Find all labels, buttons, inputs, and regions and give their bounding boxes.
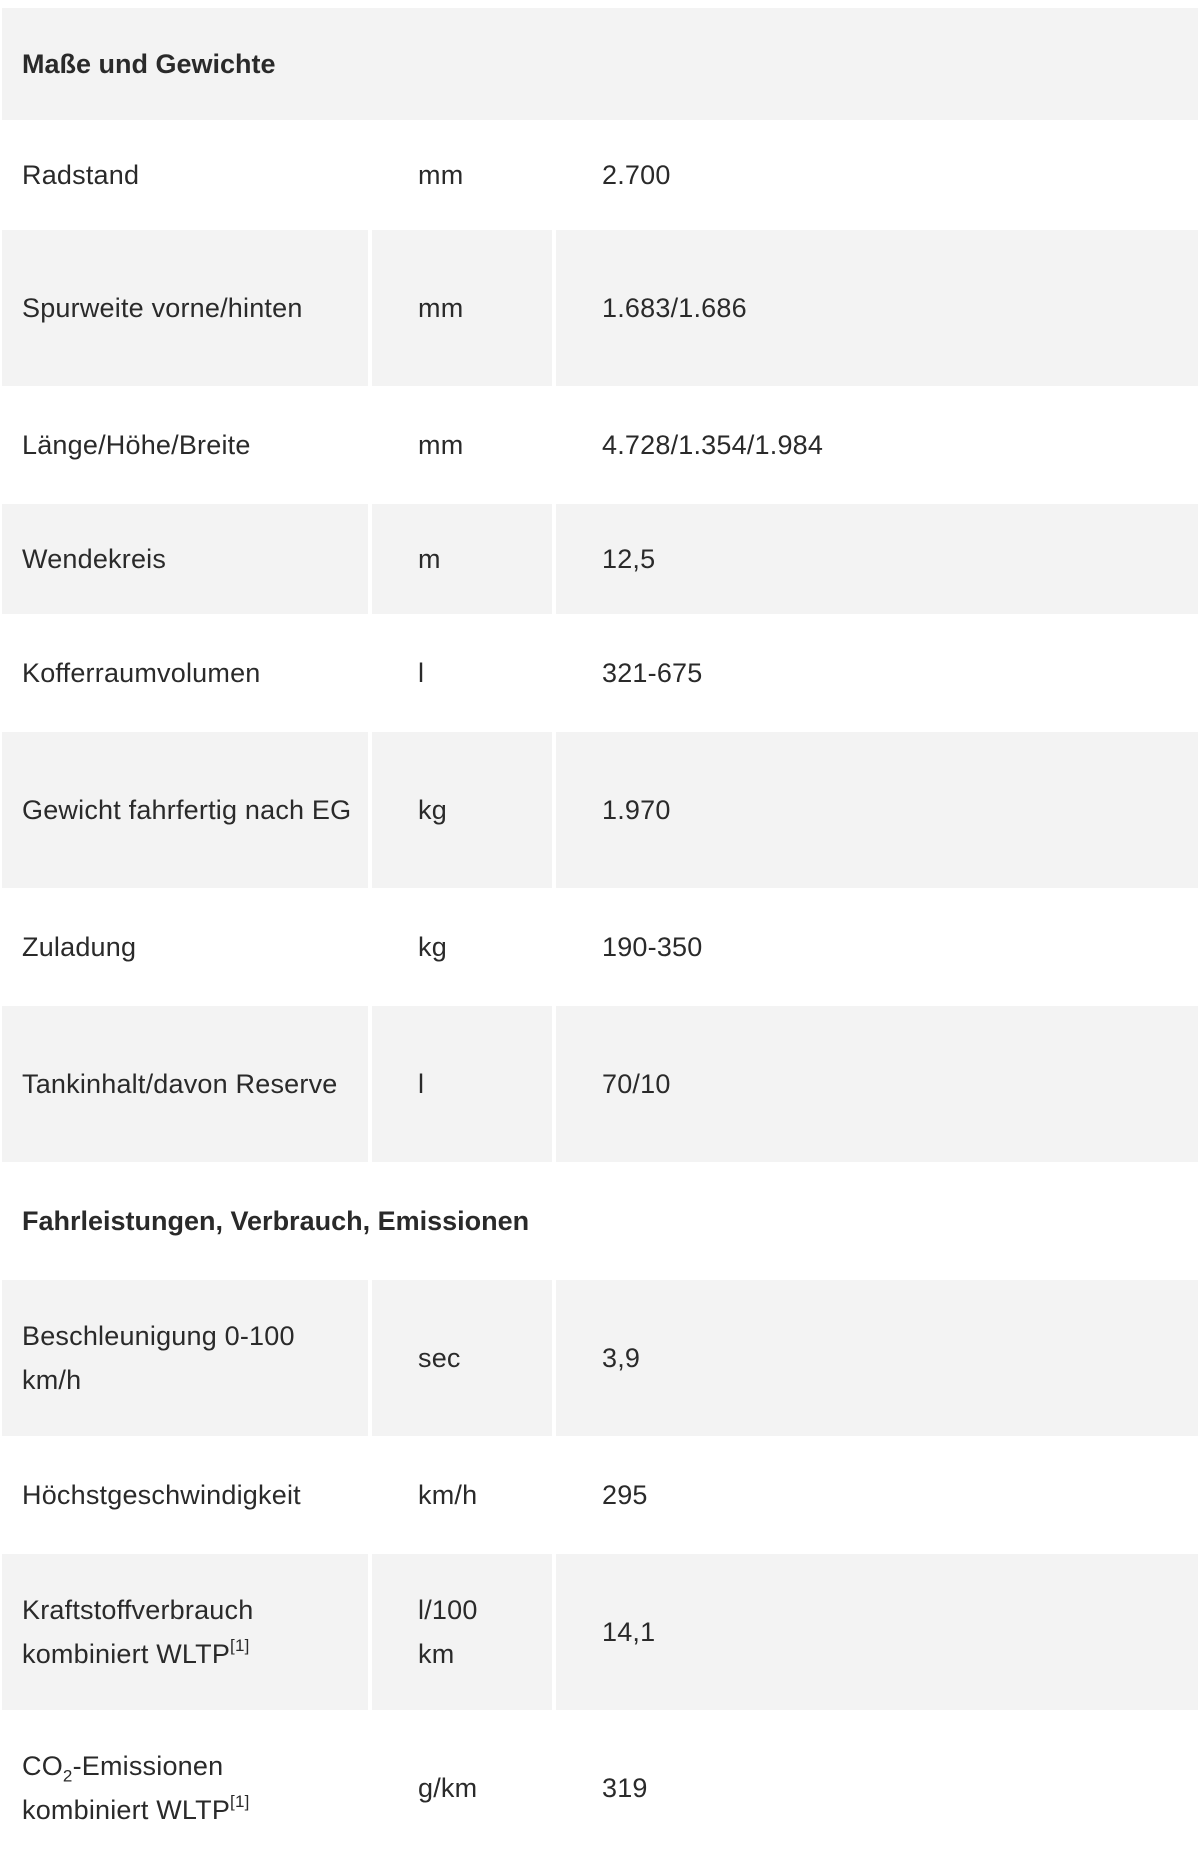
section-header-performance: [2, 1162, 1198, 1280]
row-label: Kofferraumvolumen: [2, 614, 368, 732]
table-row: [2, 1436, 1198, 1554]
row-label: Gewicht fahrfertig nach EG: [2, 732, 368, 888]
row-label: Höchstgeschwindigkeit: [2, 1436, 368, 1554]
row-label: Zuladung: [2, 888, 368, 1006]
table-row: [2, 504, 1198, 614]
row-label: Länge/Höhe/Breite: [2, 386, 368, 504]
table-row: [2, 888, 1198, 1006]
row-unit: kg: [372, 732, 552, 888]
row-unit: mm: [368, 386, 552, 504]
row-unit: g/km: [368, 1710, 552, 1866]
row-unit: sec: [372, 1280, 552, 1436]
row-unit-text: l/100 km: [418, 1595, 478, 1669]
table-row: [2, 120, 1198, 230]
row-value: 295: [552, 1436, 1198, 1554]
row-label: Spurweite vorne/hinten: [2, 230, 368, 386]
section-header-dimensions: [2, 8, 1198, 120]
row-label: [2, 1554, 368, 1710]
row-label-text: -Emissionen kombiniert WLTP: [22, 1751, 231, 1825]
row-value: 190-350: [552, 888, 1198, 1006]
row-value: 319: [552, 1710, 1198, 1866]
row-label: Beschleunigung 0-100 km/h: [2, 1280, 368, 1436]
table-row: [2, 1006, 1198, 1162]
subscript: 2: [62, 1766, 73, 1786]
row-value: 2.700: [552, 120, 1198, 230]
table-row: [2, 1554, 1198, 1710]
row-label-text: Kraftstoffverbrauch kombiniert WLTP: [22, 1595, 254, 1669]
row-unit: l: [368, 614, 552, 732]
row-value: 70/10: [556, 1006, 1198, 1162]
row-label-prefix: CO: [22, 1751, 63, 1781]
row-unit: [372, 1554, 552, 1710]
table-row: [2, 614, 1198, 732]
row-unit: km/h: [368, 1436, 552, 1554]
row-label: Tankinhalt/davon Reserve: [2, 1006, 368, 1162]
row-unit: kg: [368, 888, 552, 1006]
section-title: Maße und Gewichte: [22, 48, 276, 79]
row-value: 1.970: [556, 732, 1198, 888]
table-row: [2, 1280, 1198, 1436]
footnote-marker[interactable]: [1]: [230, 1636, 250, 1655]
row-value: 3,9: [556, 1280, 1198, 1436]
row-unit: l: [372, 1006, 552, 1162]
row-label: Radstand: [2, 120, 368, 230]
row-value: 4.728/1.354/1.984: [552, 386, 1198, 504]
row-unit: m: [372, 504, 552, 614]
table-row: [2, 230, 1198, 386]
table-row: [2, 732, 1198, 888]
row-value: 14,1: [556, 1554, 1198, 1710]
row-unit: mm: [368, 120, 552, 230]
row-value: 1.683/1.686: [556, 230, 1198, 386]
section-title: Fahrleistungen, Verbrauch, Emissionen: [22, 1205, 530, 1236]
row-value: 12,5: [556, 504, 1198, 614]
table-row: [2, 1710, 1198, 1866]
row-label: [2, 1710, 368, 1866]
table-row: [2, 386, 1198, 504]
spec-table: [2, 8, 1198, 1866]
row-unit: mm: [372, 230, 552, 386]
row-value: 321-675: [552, 614, 1198, 732]
row-label: Wendekreis: [2, 504, 368, 614]
footnote-marker[interactable]: [1]: [230, 1792, 250, 1811]
